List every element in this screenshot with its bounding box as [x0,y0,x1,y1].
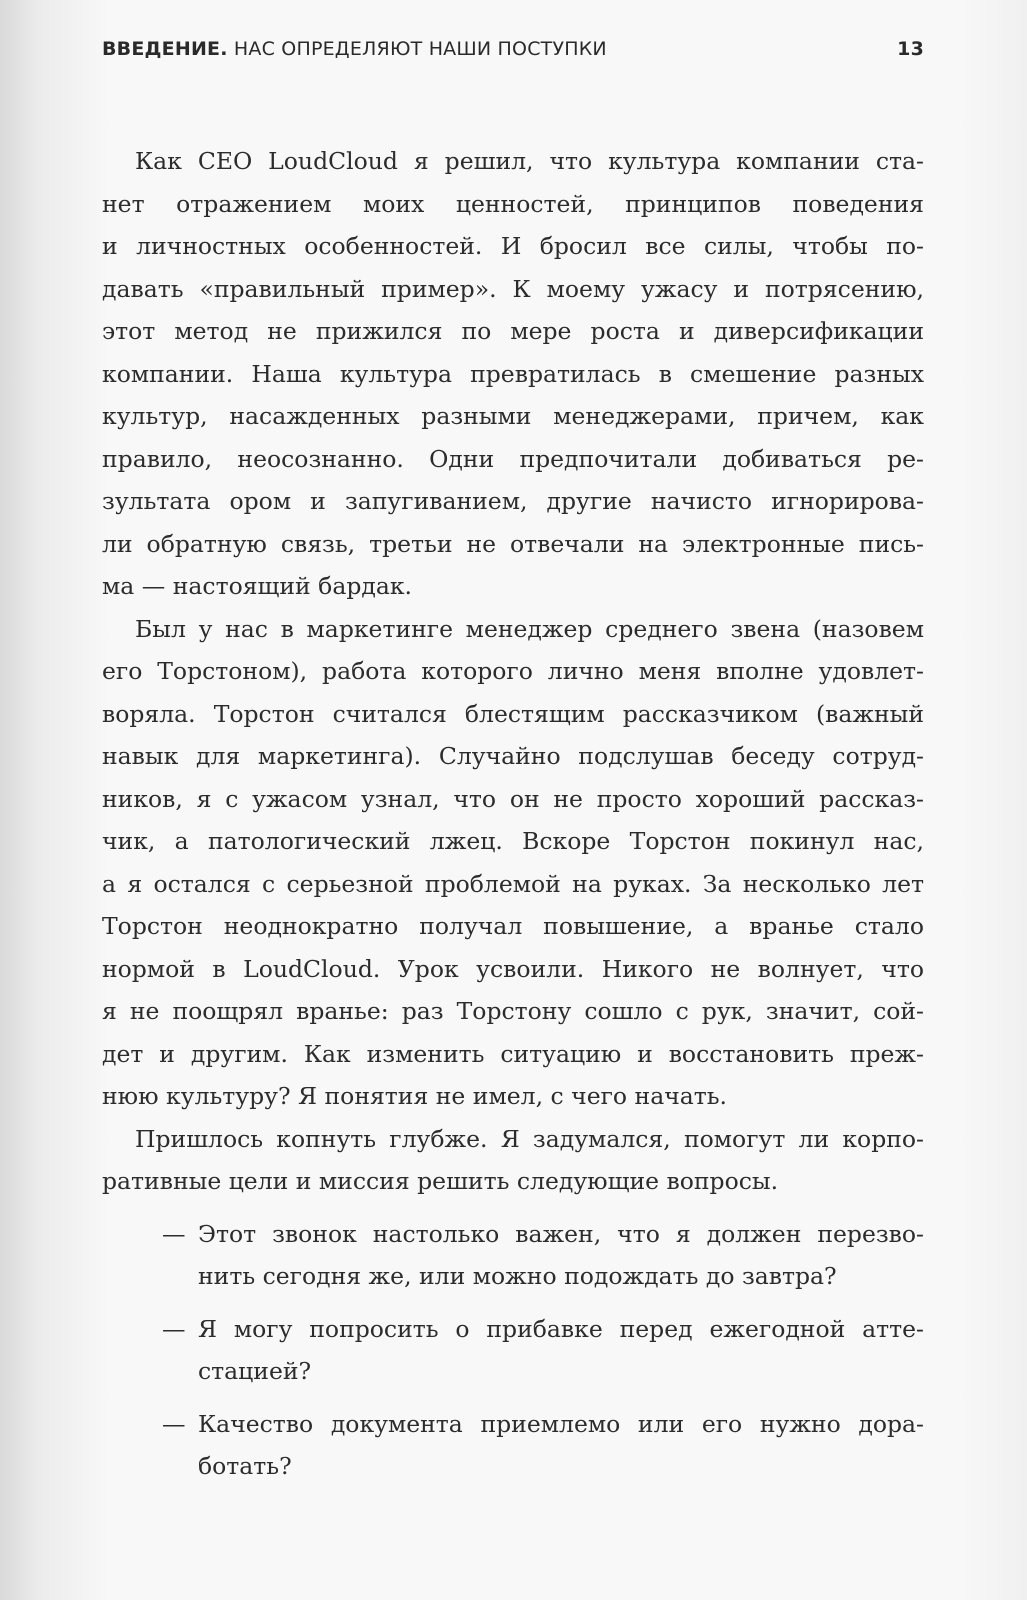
text-line: Торстон неоднократно получал повышение, а вранье стало [102,912,924,940]
text-line: культур, насажденных разными менеджерами, причем, как [102,402,924,430]
text-line: компании. Наша культура превратилась в смешение разных [102,359,924,388]
text-line: навык для маркетинга). Случайно подслушав беседу сотруд- [102,742,924,770]
running-header [102,38,924,68]
text-line: а я остался с серьезной проблемой на руках. За несколько лет [102,869,924,898]
text-line: ли обратную связь, третьи не отвечали на электронные пись- [102,529,924,558]
text-line: ративные цели и миссия решить следующие вопросы. [102,1167,779,1195]
text-line: нет отражением моих ценностей, принципов поведения [102,189,924,218]
text-line: нормой в LoudCloud. Урок усвоили. Никого не волнует, что [102,954,924,983]
text-line: нить сегодня же, или можно подождать до завтра? [198,1262,837,1290]
text-line: Этот звонок настолько важен, что я должен перезво- [198,1219,924,1248]
header-chapter-title: НАС ОПРЕДЕЛЯЮТ НАШИ ПОСТУПКИ [233,38,607,60]
text-line: Я могу попросить о прибавке перед ежегодной атте- [198,1314,924,1343]
page-number: 13 [897,38,924,60]
text-line: дет и другим. Как изменить ситуацию и восстановить преж- [102,1039,924,1068]
paragraph-3 [102,1118,924,1203]
bullet-text [198,1308,924,1393]
text-line: я не поощрял вранье: раз Торстону сошло с рук, значит, сой- [102,997,924,1025]
text-line: Пришлось копнуть глубже. Я задумался, помогут ли корпо- [135,1124,924,1153]
bullet-item [102,1213,924,1298]
text-line: нюю культуру? Я понятия не имел, с чего начать. [102,1082,728,1110]
text-line: стацией? [198,1357,312,1385]
bullet-item [102,1403,924,1488]
text-line: Качество документа приемлемо или его нужно дора- [198,1409,924,1438]
text-line: этот метод не прижился по мере роста и диверсификации [102,317,924,345]
text-line: ма — настоящий бардак. [102,572,413,600]
header-section-label: ВВЕДЕНИЕ. [102,38,228,60]
paragraph-2 [102,608,924,1118]
bullet-text [198,1213,924,1298]
bullet-dash: — [162,1409,186,1438]
page-body [102,140,924,1488]
text-line: его Торстоном), работа которого лично меня вполне удовлет- [102,657,924,685]
paragraph-1 [102,140,924,608]
text-line: давать «правильный пример». К моему ужасу и потрясению, [102,274,924,303]
text-line: зультата ором и запугиванием, другие начисто игнорирова- [102,487,924,515]
text-line: ников, я с ужасом узнал, что он не просто хороший рассказ- [102,784,924,813]
bullet-text [198,1403,924,1488]
bullet-dash: — [162,1219,186,1248]
text-line: и личностных особенностей. И бросил все силы, чтобы по- [102,232,924,260]
bullet-dash: — [162,1314,186,1343]
text-line: правило, неосознанно. Одни предпочитали добиваться ре- [102,444,924,473]
text-line: чик, а патологический лжец. Вскоре Торстон покинул нас, [102,827,924,855]
text-line: Как CEO LoudCloud я решил, что культура компании ста- [135,147,924,175]
text-line: Был у нас в маркетинге менеджер среднего звена (назовем [135,614,924,643]
bullet-item [102,1308,924,1393]
text-line: воряла. Торстон считался блестящим рассказчиком (важный [102,699,924,728]
text-line: ботать? [198,1452,292,1480]
